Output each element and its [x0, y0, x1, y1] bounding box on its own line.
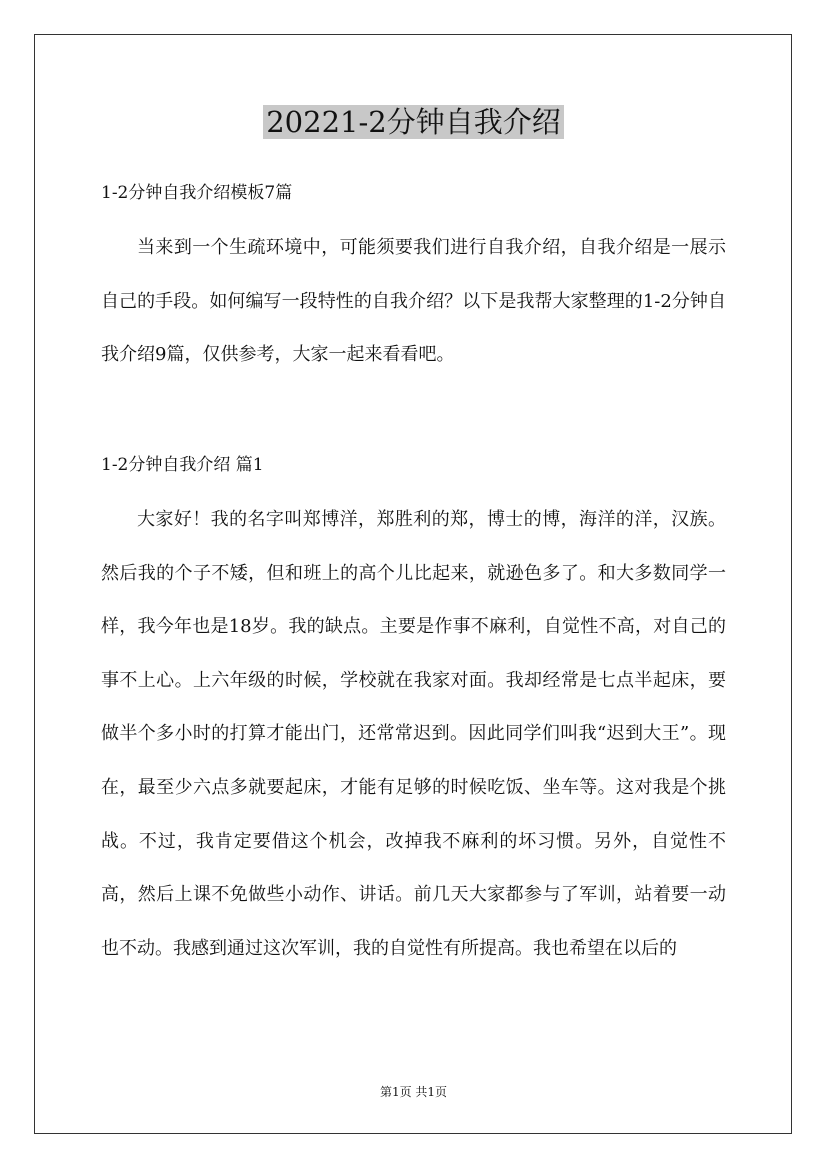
document-subtitle: 1-2分钟自我介绍模板7篇 [101, 183, 293, 203]
section-heading: 1-2分钟自我介绍 篇1 [101, 455, 264, 475]
intro-paragraph: 当来到一个生疏环境中，可能须要我们进行自我介绍，自我介绍是一展示自己的手段。如何编写一段特性的自我介绍？以下是我帮大家整理的1-2分钟自我介绍9篇，仅供参考，大家一起来看看吧。 [101, 237, 726, 366]
document-title [0, 102, 827, 142]
page-footer: 第1页 共1页 [379, 1085, 448, 1099]
section-body-paragraph: 大家好！我的名字叫郑博洋，郑胜利的郑，博士的博，海洋的洋，汉族。然后我的个子不矮，但和班上的高个儿比起来，就逊色多了。和大多数同学一样，我今年也是18岁。我的缺点。主要是作事不麻利，自觉性不高，对自己的事不上心。上六年级的时候，学校就在我家对面。我却经常是七点半起床，要做半个多小时的打算才能出门，还常常迟到。因此同学们叫我“迟到大王”。现在，最至少六点多就要起床，才能有足够的时候吃饭、坐车等。这对我是个挑战。不过，我肯定要借这个机会，改掉我不麻利的坏习惯。另外，自觉性不高，然后上课不免做些小动作、讲话。前几天大家都参与了军训，站着要一动也不动。我感到通过这次军训，我的自觉性有所提高。我也希望在以后的 [101, 509, 726, 959]
document-title-text: 20221-2分钟自我介绍 [263, 105, 564, 139]
